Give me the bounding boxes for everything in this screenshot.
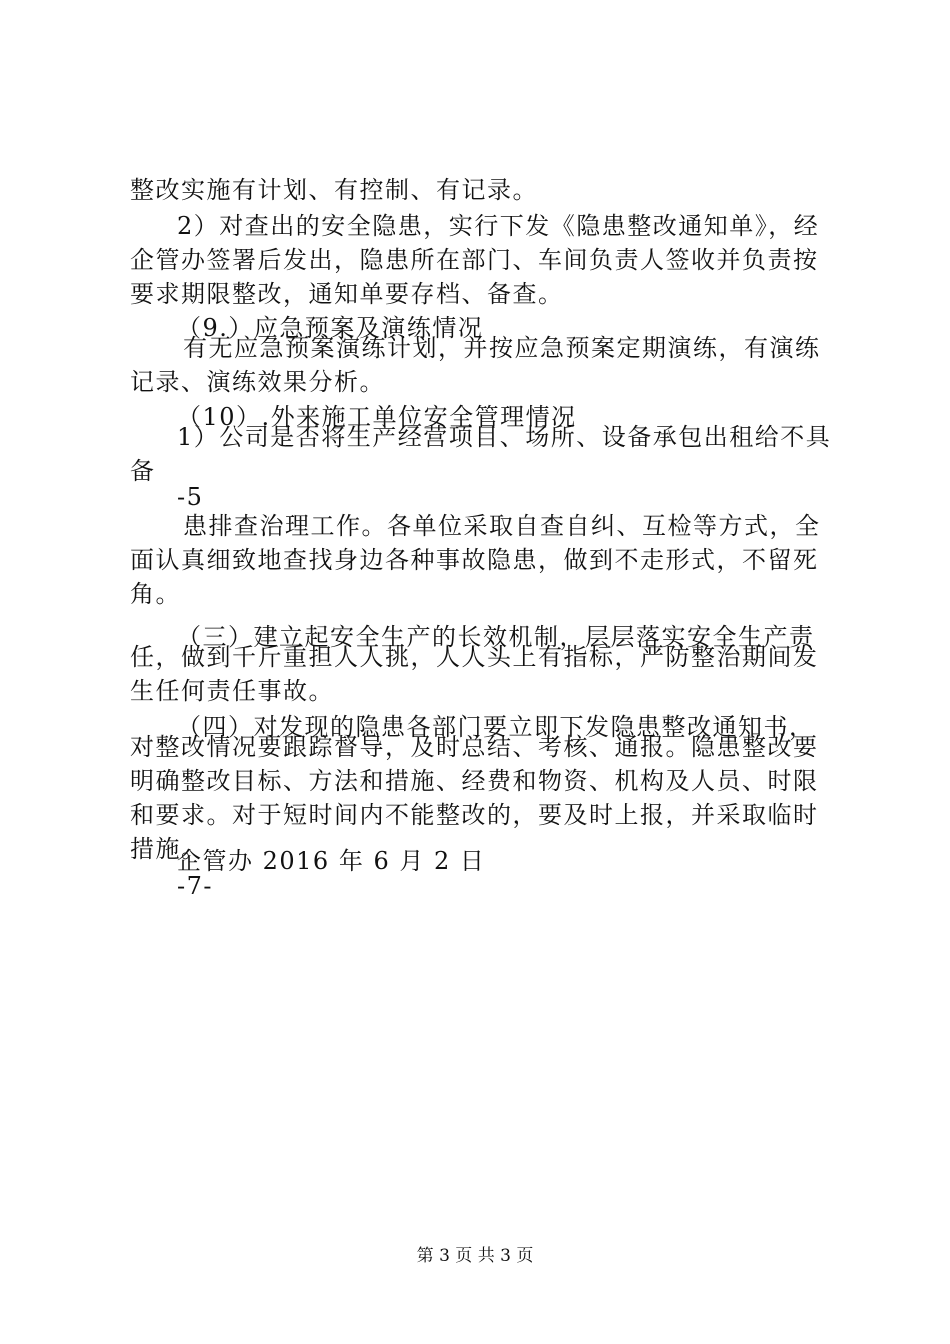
text-line: 企管办签署后发出，隐患所在部门、车间负责人签收并负责按 xyxy=(130,246,819,274)
text-line: 任，做到千斤重担人人挑，人人头上有指标，严防整治期间发 xyxy=(130,643,819,671)
text-line: 生任何责任事故。 xyxy=(130,677,334,705)
text-line: 角。 xyxy=(130,580,181,608)
section-heading: （10）.外来施工单位安全管理情况 xyxy=(177,403,577,431)
page-marker: -7- xyxy=(177,872,213,900)
text-line: 记录、演练效果分析。 xyxy=(130,368,385,396)
text-line: 1）公司是否将生产经营项目、场所、设备承包出租给不具 xyxy=(177,423,832,451)
text-line: 明确整改目标、方法和措施、经费和物资、机构及人员、时限 xyxy=(130,767,819,795)
text-line: 患排查治理工作。各单位采取自查自纠、互检等方式，全 xyxy=(183,512,821,540)
text-line: 整改实施有计划、有控制、有记录。 xyxy=(130,176,538,204)
text-line: 备 xyxy=(130,457,156,485)
text-line: 和要求。对于短时间内不能整改的，要及时上报，并采取临时 xyxy=(130,801,819,829)
text-line: 2）对查出的安全隐患，实行下发《隐患整改通知单》，经 xyxy=(177,212,820,240)
text-line: 有无应急预案演练计划，并按应急预案定期演练，有演练 xyxy=(183,334,821,362)
text-line: 措施。 xyxy=(130,835,207,863)
text-line: （三）建立起安全生产的长效机制，层层落实安全生产责 xyxy=(177,623,815,651)
text-line: （四）对发现的隐患各部门要立即下发隐患整改通知书， xyxy=(177,713,815,741)
text-line: 要求期限整改，通知单要存档、备查。 xyxy=(130,280,564,308)
section-heading: （9.）应急预案及演练情况 xyxy=(177,314,484,342)
signature-date: 企管办 2016 年 6 月 2 日 xyxy=(177,847,486,875)
text-line: 对整改情况要跟踪督导，及时总结、考核、通报。隐患整改要 xyxy=(130,733,819,761)
page-footer: 第 3 页 共 3 页 xyxy=(416,1246,534,1266)
page-marker: -5 xyxy=(177,483,204,511)
text-line: 面认真细致地查找身边各种事故隐患，做到不走形式，不留死 xyxy=(130,546,819,574)
